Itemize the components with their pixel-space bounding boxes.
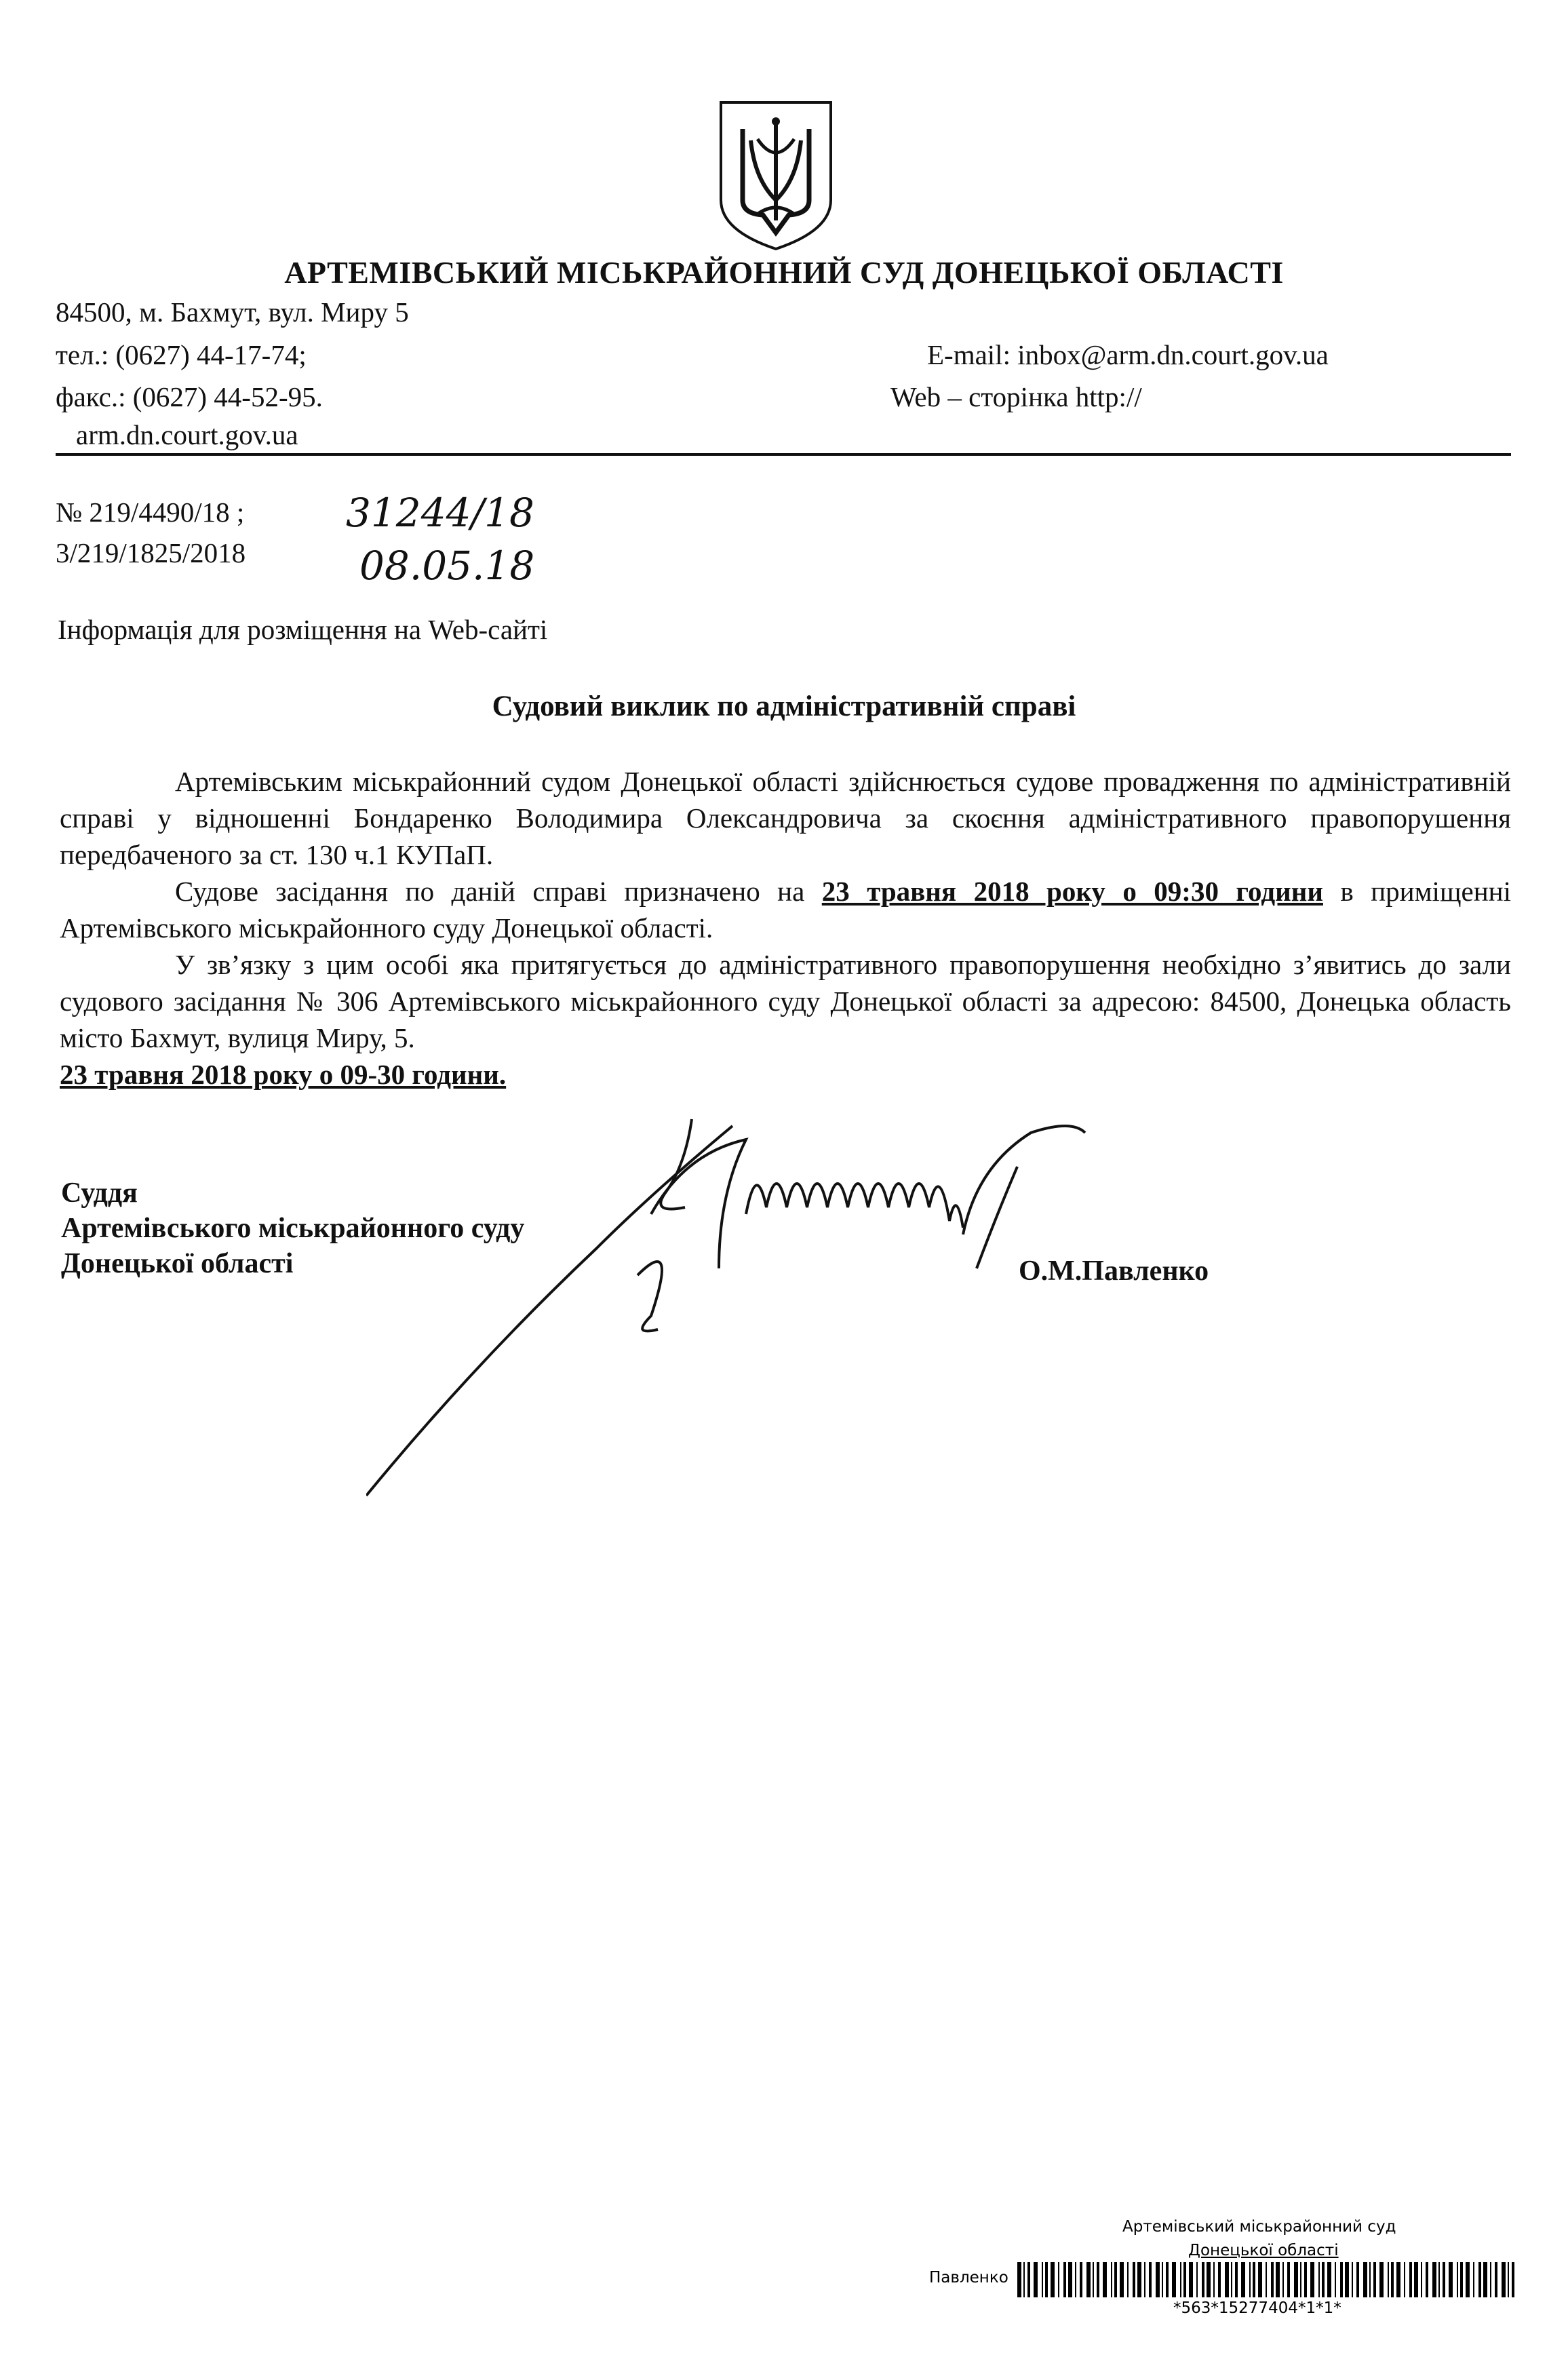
handwritten-number: 31244/18 [346,490,534,536]
court-email: E-mail: inbox@arm.dn.court.gov.ua [927,339,1329,370]
judge-region: Донецької області [61,1248,294,1279]
hearing-date-repeat: 23 травня 2018 року о 09-30 години. [60,1059,507,1090]
judge-name: О.М.Павленко [1019,1256,1209,1287]
court-address: 84500, м. Бахмут, вул. Миру 5 [56,296,409,328]
court-site: arm.dn.court.gov.ua [76,419,298,450]
handwritten-signature [366,1112,1092,1499]
body-text [60,763,1511,1093]
paragraph-2-end: в приміщенні Артемівського міськрайонного суду Донецької області. [60,876,1511,943]
barcode [1017,2262,1519,2299]
paragraph-2 [60,873,1511,946]
case-number-1: № 219/4490/18 ; [56,497,245,528]
paragraph-2-start: Судове засідання по даній справі призначено на [175,876,822,907]
document-title: Судовий виклик по адміністративній справі [492,690,1076,722]
stamp-region: Донецької області [1188,2242,1339,2259]
judge-title: Суддя [61,1178,138,1209]
court-name: АРТЕМІВСЬКИЙ МІСЬКРАЙОННИЙ СУД ДОНЕЦЬКОЇ ОБЛАСТІ [284,255,1284,290]
court-fax: факс.: (0627) 44-52-95. [56,381,323,412]
handwritten-date: 08.05.18 [359,543,535,589]
judge-court: Артемівського міськрайонного суду [61,1213,525,1244]
header-divider [56,453,1511,456]
info-line: Інформація для розміщення на Web-сайті [58,614,548,645]
stamp-barcode-number: *563*15277404*1*1* [1173,2299,1341,2317]
coat-of-arms-icon [716,98,836,253]
hearing-date: 23 травня 2018 року о 09:30 години [821,876,1323,907]
stamp-name: Павленко [929,2269,1008,2287]
paragraph-1: Артемівським міськрайонний судом Донецької області здійснюється судове провадження по адміністративній справі у відношенні Бондаренко Володимира Олександровича за скоєння адміністративного правопорушення передбаченого за ст. 130 ч.1 КУПаП. [60,766,1511,870]
court-web: Web – сторінка http:// [890,381,1142,412]
stamp-court: Артемівський міськрайонний суд [1122,2218,1396,2236]
paragraph-3: У зв’язку з цим особі яка притягується до адміністративного правопорушення необхідно з’явитись до зали судового засідання № 306 Артемівського міськрайонного суду Донецької області за адресою: 84500, Донецька область місто Бахмут, вулиця Миру, 5. [60,949,1511,1053]
case-number-2: 3/219/1825/2018 [56,537,246,568]
court-phone: тел.: (0627) 44-17-74; [56,339,307,370]
